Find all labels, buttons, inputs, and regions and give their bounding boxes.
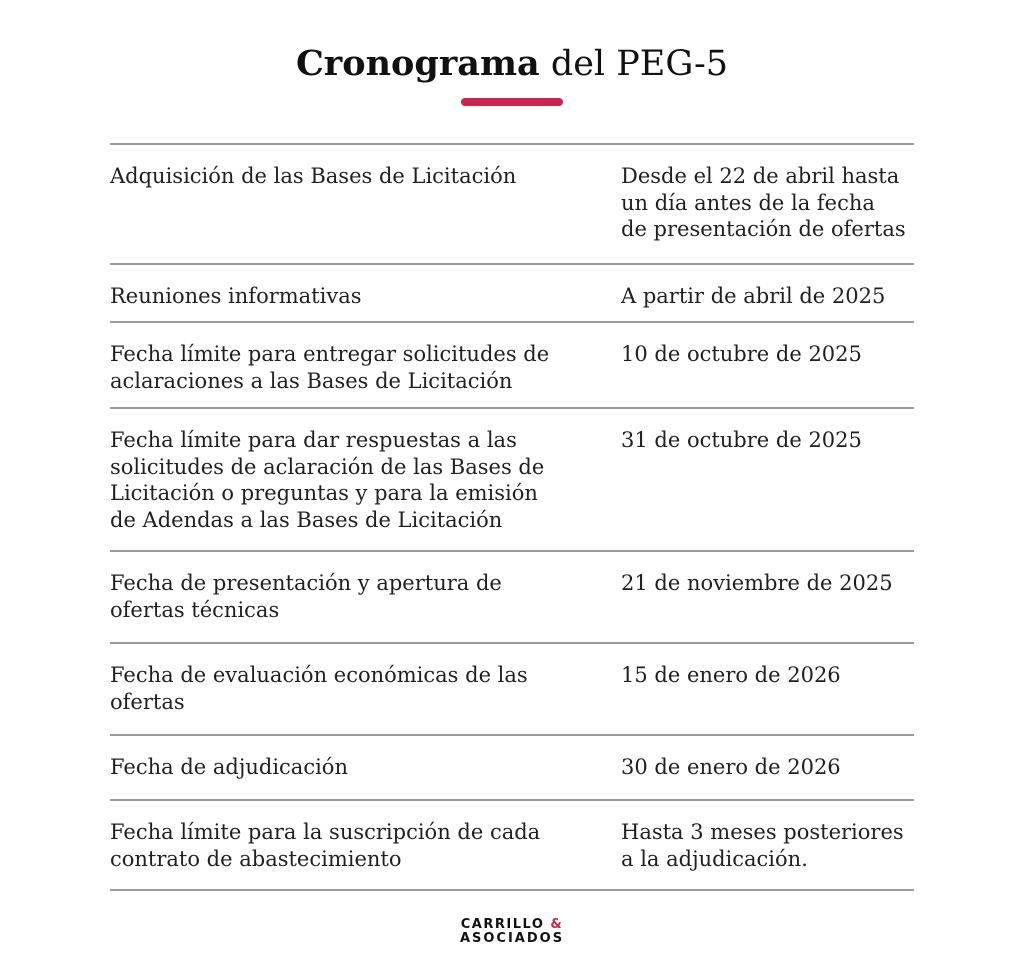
- table-row: [110, 409, 914, 552]
- row-label: [110, 570, 621, 642]
- row-date: [621, 754, 914, 799]
- title-underline: [461, 98, 563, 106]
- carrillo-asociados-logo: [0, 918, 1024, 946]
- page-title-regular: del PEG-5: [539, 44, 729, 84]
- row-date-line: 30 de enero de 2026: [621, 755, 841, 779]
- row-date: [621, 570, 914, 642]
- table-row: [110, 265, 914, 323]
- row-label-line: Fecha de presentación y apertura de: [110, 571, 502, 595]
- table-row: [110, 552, 914, 644]
- row-label: [110, 754, 621, 799]
- row-date: [621, 283, 914, 321]
- table-row: [110, 801, 914, 891]
- row-label-line: Licitación o preguntas y para la emisión: [110, 481, 538, 505]
- row-label-line: Reuniones informativas: [110, 284, 362, 308]
- row-label: [110, 341, 621, 407]
- row-date: [621, 341, 914, 407]
- row-label: [110, 283, 621, 321]
- row-label: [110, 163, 621, 263]
- row-date-line: Hasta 3 meses posteriores: [621, 820, 904, 844]
- row-label-line: aclaraciones a las Bases de Licitación: [110, 368, 513, 393]
- row-label-line: de Adendas a las Bases de Licitación: [110, 507, 503, 532]
- table-row: [110, 323, 914, 409]
- row-label-line: Fecha límite para la suscripción de cada: [110, 820, 541, 844]
- row-date-line: 15 de enero de 2026: [621, 663, 841, 687]
- logo-ampersand: &: [550, 917, 564, 932]
- row-date-line: Desde el 22 de abril hasta: [621, 164, 900, 188]
- page-title: [0, 40, 1024, 88]
- row-date-line: a la adjudicación.: [621, 846, 808, 871]
- row-label: [110, 427, 621, 550]
- page-title-bold: Cronograma: [295, 43, 540, 84]
- row-label-line: Fecha límite para dar respuestas a las: [110, 428, 517, 452]
- row-label-line: ofertas: [110, 689, 185, 714]
- row-label-line: ofertas técnicas: [110, 597, 280, 622]
- row-date: [621, 819, 914, 889]
- row-date-line: 21 de noviembre de 2025: [621, 571, 893, 595]
- row-label-line: contrato de abastecimiento: [110, 846, 402, 871]
- row-label-line: Fecha de evaluación económicas de las: [110, 663, 528, 687]
- row-label-line: solicitudes de aclaración de las Bases de: [110, 454, 545, 479]
- row-date: [621, 427, 914, 550]
- row-date-line: de presentación de ofertas: [621, 217, 906, 241]
- table-row: [110, 644, 914, 736]
- logo-word-carrillo: CARRILLO: [460, 917, 545, 932]
- row-date-line: 31 de octubre de 2025: [621, 428, 862, 452]
- table-row: [110, 145, 914, 265]
- row-label-line: Fecha límite para entregar solicitudes de: [110, 342, 550, 366]
- logo-line-1: [0, 918, 1024, 932]
- row-date: [621, 163, 914, 263]
- row-label-line: Fecha de adjudicación: [110, 755, 348, 779]
- logo-word-asociados: ASOCIADOS: [459, 931, 565, 946]
- row-label: [110, 662, 621, 734]
- row-label-line: Adquisición de las Bases de Licitación: [110, 164, 517, 188]
- row-date: [621, 662, 914, 734]
- row-date-line: 10 de octubre de 2025: [621, 342, 862, 366]
- row-date-line: un día antes de la fecha: [621, 190, 875, 215]
- row-date-line: A partir de abril de 2025: [621, 284, 886, 308]
- table-row: [110, 736, 914, 801]
- row-label: [110, 819, 621, 889]
- schedule-table: [110, 143, 914, 891]
